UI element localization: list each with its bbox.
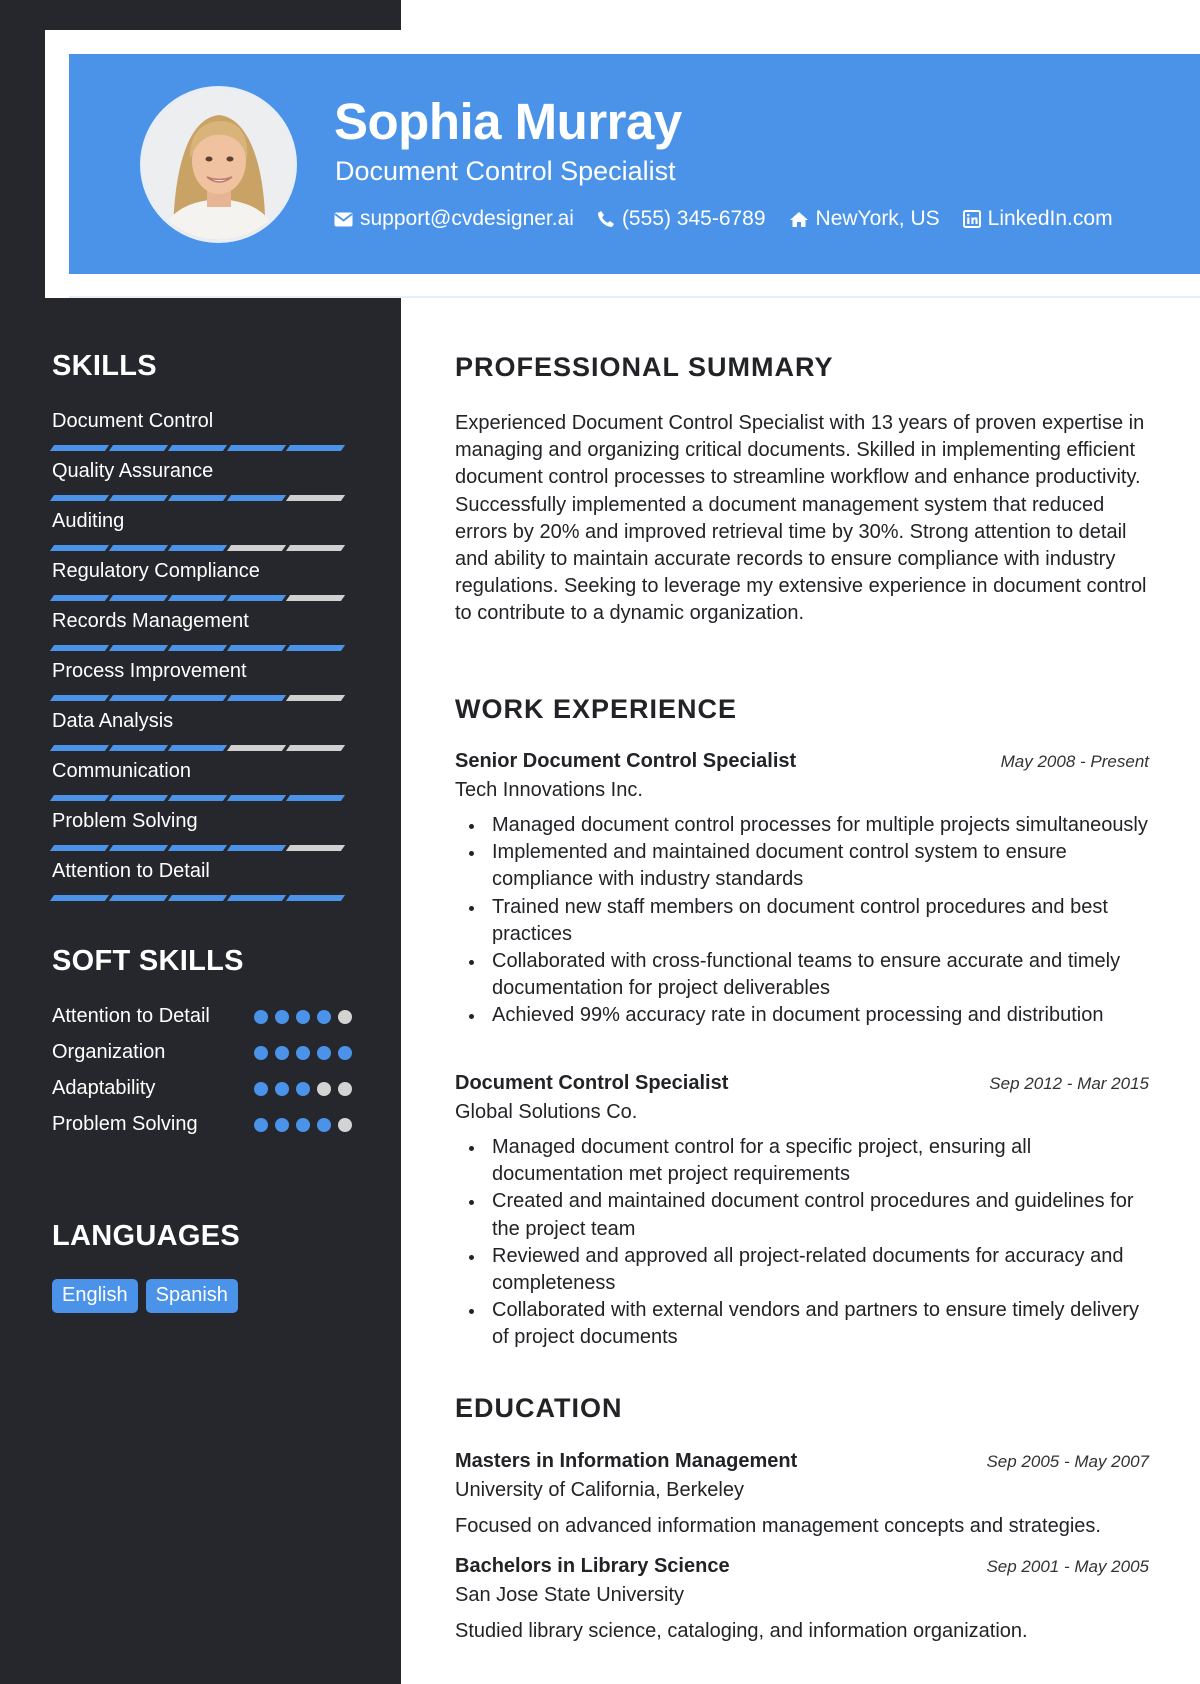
skill-level-segment — [168, 645, 227, 651]
soft-skill-rating — [247, 1082, 352, 1096]
skill-level-segment — [50, 445, 109, 451]
education-heading: EDUCATION — [455, 1393, 623, 1423]
skill-level-segment — [286, 495, 345, 501]
experience-heading: WORK EXPERIENCE — [455, 694, 738, 724]
job-dates: Sep 2012 - Mar 2015 — [989, 1074, 1149, 1093]
skill-level-segment — [227, 545, 286, 551]
skill-name: Document Control — [52, 410, 214, 432]
job-bullets — [455, 812, 1149, 1030]
header-divider — [69, 296, 1200, 298]
soft-skill-name: Attention to Detail — [52, 1005, 210, 1027]
skill-level-bar — [52, 495, 352, 501]
skill-level-segment — [286, 595, 345, 601]
profile-photo — [143, 89, 294, 240]
skill-level-segment — [227, 495, 286, 501]
skill-level-bar — [52, 445, 352, 451]
skill-level-segment — [168, 745, 227, 751]
soft-skill-name: Organization — [52, 1041, 166, 1063]
soft-skill-rating — [247, 1010, 352, 1024]
skill-level-segment — [109, 845, 168, 851]
rating-dot — [254, 1082, 268, 1096]
rating-dot — [275, 1082, 289, 1096]
skill-level-bar — [52, 745, 352, 751]
education-entry-2 — [455, 1555, 1149, 1645]
rating-dot — [254, 1046, 268, 1060]
soft-skill-rating — [247, 1118, 352, 1132]
degree-title: Bachelors in Library Science — [455, 1555, 730, 1577]
degree-title: Masters in Information Management — [455, 1450, 798, 1472]
rating-dot — [338, 1010, 352, 1024]
job-bullet: Created and maintained document control procedures and guidelines for the project team — [455, 1188, 1149, 1242]
skill-item — [52, 608, 352, 658]
job-bullet: Implemented and maintained document control system to ensure compliance with industry standards — [455, 839, 1149, 893]
school-name: University of California, Berkeley — [455, 1479, 744, 1501]
job-bullet: Achieved 99% accuracy rate in document processing and distribution — [455, 1002, 1149, 1029]
skill-level-segment — [109, 895, 168, 901]
skill-name: Auditing — [52, 510, 125, 532]
skill-level-segment — [286, 895, 345, 901]
rating-dot — [317, 1082, 331, 1096]
job-bullet: Reviewed and approved all project-related documents for accuracy and completeness — [455, 1243, 1149, 1297]
skill-level-segment — [109, 645, 168, 651]
job-entry-2 — [455, 1072, 1149, 1352]
contact-email[interactable] — [334, 207, 574, 231]
skill-level-segment — [50, 845, 109, 851]
skill-level-segment — [286, 445, 345, 451]
skill-level-segment — [168, 795, 227, 801]
contact-phone[interactable] — [597, 207, 766, 231]
language-tag: English — [52, 1279, 138, 1313]
rating-dot — [338, 1082, 352, 1096]
soft-skill-rating — [247, 1046, 352, 1060]
summary-heading: PROFESSIONAL SUMMARY — [455, 352, 834, 382]
skill-item — [52, 558, 352, 608]
skill-level-segment — [286, 745, 345, 751]
job-dates: May 2008 - Present — [1000, 752, 1149, 771]
languages-heading: LANGUAGES — [52, 1220, 240, 1252]
job-title: Document Control Specialist — [455, 1072, 729, 1094]
contact-bar — [334, 207, 1136, 231]
skill-level-segment — [227, 695, 286, 701]
contact-linkedin[interactable] — [963, 207, 1113, 231]
rating-dot — [317, 1046, 331, 1060]
envelope-icon — [334, 212, 353, 227]
candidate-name: Sophia Murray — [334, 93, 682, 150]
job-company: Tech Innovations Inc. — [455, 779, 643, 801]
education-description: Focused on advanced information management concepts and strategies. — [455, 1515, 1101, 1537]
language-tag: Spanish — [146, 1279, 238, 1313]
rating-dot — [275, 1010, 289, 1024]
rating-dot — [275, 1118, 289, 1132]
skill-level-segment — [109, 695, 168, 701]
skill-level-segment — [109, 745, 168, 751]
rating-dot — [296, 1046, 310, 1060]
candidate-title: Document Control Specialist — [335, 156, 676, 186]
skill-level-segment — [286, 695, 345, 701]
rating-dot — [338, 1046, 352, 1060]
skill-level-segment — [286, 545, 345, 551]
skill-level-segment — [50, 495, 109, 501]
contact-location — [789, 207, 940, 231]
rating-dot — [254, 1010, 268, 1024]
job-entry-1 — [455, 750, 1149, 1030]
soft-skills-list — [52, 1003, 352, 1147]
skill-name: Quality Assurance — [52, 460, 214, 482]
skill-name: Regulatory Compliance — [52, 560, 260, 582]
soft-skill-item — [52, 1111, 352, 1138]
skills-heading: SKILLS — [52, 350, 157, 382]
education-dates: Sep 2001 - May 2005 — [986, 1557, 1149, 1576]
contact-linkedin-text: LinkedIn.com — [987, 207, 1113, 230]
skill-level-bar — [52, 795, 352, 801]
job-bullet: Trained new staff members on document control procedures and best practices — [455, 894, 1149, 948]
avatar — [140, 86, 297, 243]
job-title: Senior Document Control Specialist — [455, 750, 797, 772]
rating-dot — [275, 1046, 289, 1060]
linkedin-icon — [963, 210, 981, 228]
soft-skills-heading: SOFT SKILLS — [52, 945, 244, 977]
skill-item — [52, 758, 352, 808]
skill-level-segment — [50, 795, 109, 801]
skill-level-segment — [286, 795, 345, 801]
job-bullet: Managed document control processes for multiple projects simultaneously — [455, 812, 1149, 839]
soft-skill-name: Adaptability — [52, 1077, 156, 1099]
skill-level-segment — [168, 695, 227, 701]
skill-item — [52, 458, 352, 508]
rating-dot — [254, 1118, 268, 1132]
skill-level-segment — [50, 595, 109, 601]
skill-level-segment — [227, 595, 286, 601]
skill-level-bar — [52, 845, 352, 851]
skill-name: Attention to Detail — [52, 860, 210, 882]
skill-level-segment — [109, 495, 168, 501]
skill-level-segment — [50, 745, 109, 751]
skill-level-segment — [109, 795, 168, 801]
skill-item — [52, 708, 352, 758]
summary-text: Experienced Document Control Specialist with 13 years of proven expertise in managing and organizing critical documents. Skilled in implementing efficient document control processes to streamline workflow and enhance productivity. Successfully implemented a document management system that reduced errors by 20% and improved retrieval time by 30%. Strong attention to detail and ability to maintain accurate records to ensure compliance with industry regulations. Seeking to leverage my extensive experience in document control to contribute to a dynamic organization. — [455, 412, 1147, 625]
phone-icon — [597, 210, 615, 228]
home-icon — [789, 211, 809, 228]
skill-level-bar — [52, 695, 352, 701]
soft-skill-name: Problem Solving — [52, 1113, 198, 1135]
rating-dot — [296, 1118, 310, 1132]
skill-level-segment — [168, 845, 227, 851]
skills-list — [52, 408, 352, 908]
contact-email-text: support@cvdesigner.ai — [360, 207, 574, 230]
skill-level-segment — [168, 545, 227, 551]
skill-level-segment — [168, 445, 227, 451]
skill-level-segment — [227, 645, 286, 651]
skill-level-segment — [50, 645, 109, 651]
skill-item — [52, 408, 352, 458]
skill-level-segment — [168, 495, 227, 501]
soft-skill-item — [52, 1003, 352, 1030]
skill-level-segment — [227, 745, 286, 751]
rating-dot — [296, 1010, 310, 1024]
education-entry-1 — [455, 1450, 1149, 1540]
skill-item — [52, 808, 352, 858]
skill-level-segment — [227, 845, 286, 851]
skill-name: Data Analysis — [52, 710, 174, 732]
skill-level-segment — [109, 545, 168, 551]
soft-skill-item — [52, 1039, 352, 1066]
rating-dot — [296, 1082, 310, 1096]
skill-name: Records Management — [52, 610, 249, 632]
skill-level-bar — [52, 595, 352, 601]
skill-name: Process Improvement — [52, 660, 247, 682]
job-company: Global Solutions Co. — [455, 1101, 638, 1123]
skill-item — [52, 508, 352, 558]
skill-level-segment — [227, 795, 286, 801]
skill-level-bar — [52, 645, 352, 651]
skill-level-segment — [50, 695, 109, 701]
skill-item — [52, 858, 352, 908]
rating-dot — [317, 1118, 331, 1132]
skill-level-bar — [52, 545, 352, 551]
languages-list — [52, 1279, 246, 1313]
job-bullet: Managed document control for a specific project, ensuring all documentation met project requirements — [455, 1134, 1149, 1188]
contact-location-text: NewYork, US — [815, 207, 940, 230]
skill-level-segment — [50, 895, 109, 901]
skill-level-segment — [227, 895, 286, 901]
skill-level-segment — [50, 545, 109, 551]
contact-phone-text: (555) 345-6789 — [621, 207, 766, 230]
job-bullet: Collaborated with external vendors and partners to ensure timely delivery of project documents — [455, 1297, 1149, 1351]
skill-level-segment — [168, 895, 227, 901]
skill-level-segment — [227, 445, 286, 451]
skill-level-segment — [109, 445, 168, 451]
skill-level-segment — [109, 595, 168, 601]
job-bullet: Collaborated with cross-functional teams to ensure accurate and timely documentation for project deliverables — [455, 948, 1149, 1002]
education-description: Studied library science, cataloging, and information organization. — [455, 1620, 1028, 1642]
job-bullets — [455, 1134, 1149, 1352]
skill-level-segment — [286, 645, 345, 651]
soft-skill-item — [52, 1075, 352, 1102]
rating-dot — [317, 1010, 331, 1024]
skill-level-bar — [52, 895, 352, 901]
education-dates: Sep 2005 - May 2007 — [986, 1452, 1149, 1471]
skill-level-segment — [168, 595, 227, 601]
rating-dot — [338, 1118, 352, 1132]
skill-name: Communication — [52, 760, 191, 782]
skill-item — [52, 658, 352, 708]
skill-name: Problem Solving — [52, 810, 198, 832]
school-name: San Jose State University — [455, 1584, 684, 1606]
skill-level-segment — [286, 845, 345, 851]
